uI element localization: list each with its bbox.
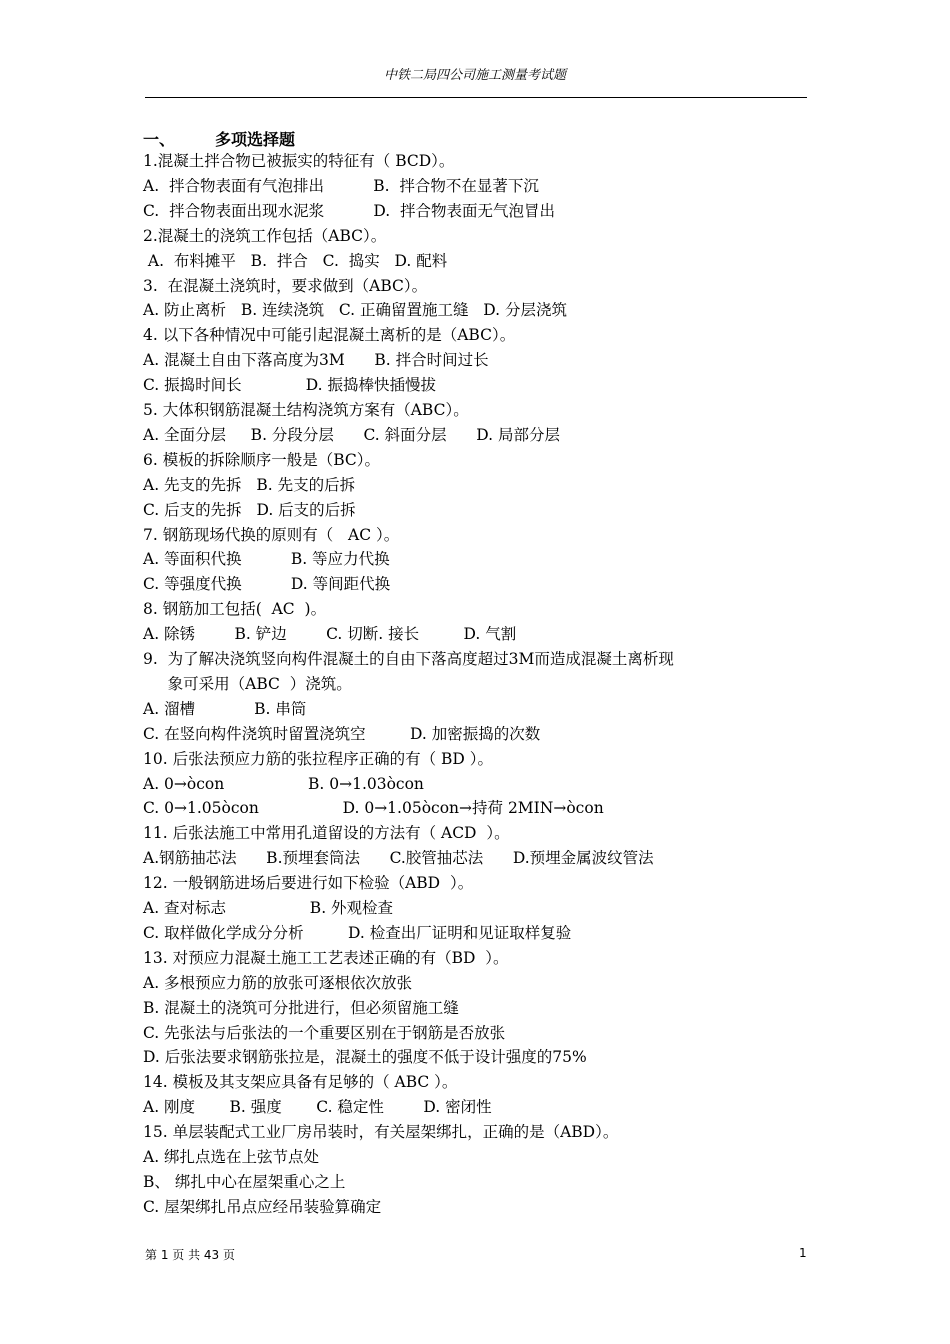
text-line: A. 除锈 B. 铲边 C. 切断. 接长 D. 气割 [143, 625, 517, 644]
text-line: 8. 钢筋加工包括( AC )。 [143, 600, 327, 619]
text-line: C. 先张法与后张法的一个重要区别在于钢筋是否放张 [143, 1023, 506, 1042]
text-line: 14. 模板及其支架应具备有足够的（ ABC ）。 [143, 1073, 458, 1092]
text-line: A. 绑扎点选在上弦节点处 [143, 1148, 320, 1166]
text-line: A. 多根预应力筋的放张可逐根依次放张 [143, 973, 413, 992]
text-line: C. 拌合物表面出现水泥浆 D. 拌合物表面无气泡冒出 [143, 201, 556, 220]
text-line: A.钢筋抽芯法 B.预埋套筒法 C.胶管抽芯法 D.预埋金属波纹管法 [143, 849, 654, 868]
text-line: 12. 一般钢筋进场后要进行如下检验（ABD ）。 [143, 874, 474, 893]
text-line: A. 等面积代换 B. 等应力代换 [143, 550, 390, 569]
text-line: 11. 后张法施工中常用孔道留设的方法有（ ACD ）。 [143, 824, 510, 843]
text-line: C. 后支的先拆 D. 后支的后拆 [143, 500, 356, 519]
text-line: A. 防止离析 B. 连续浇筑 C. 正确留置施工缝 D. 分层浇筑 [143, 301, 568, 320]
text-line: B. 混凝土的浇筑可分批进行，但必须留施工缝 [143, 998, 459, 1017]
footer-page-info: 第 1 页 共 43 页 [145, 1248, 235, 1262]
header-rule [145, 97, 807, 98]
text-line: A. 0→òcon B. 0→1.03òcon [143, 774, 424, 793]
text-line: C. 取样做化学成分分析 D. 检查出厂证明和见证取样复验 [143, 923, 572, 942]
text-line: 10. 后张法预应力筋的张拉程序正确的有（ BD ）。 [143, 749, 494, 768]
text-line: 4. 以下各种情况中可能引起混凝土离析的是（ABC）。 [143, 326, 516, 345]
text-line: A. 溜槽 B. 串筒 [143, 699, 307, 718]
text-line: C. 在竖向构件浇筑时留置浇筑空 D. 加密振捣的次数 [143, 724, 541, 743]
text-line: 1.混凝土拌合物已被振实的特征有（ BCD）。 [143, 152, 455, 170]
section-title: 多项选择题 [215, 130, 296, 149]
text-line: C. 等强度代换 D. 等间距代换 [143, 575, 391, 594]
text-line: C. 0→1.05òcon D. 0→1.05òcon→持荷 2MIN→òcon [143, 799, 604, 818]
text-line: 7. 钢筋现场代换的原则有（ AC ）。 [143, 525, 400, 544]
section-number: 一、 [143, 130, 176, 149]
text-line: D. 后张法要求钢筋张拉是，混凝土的强度不低于设计强度的75% [143, 1048, 587, 1067]
text-line: A. 刚度 B. 强度 C. 稳定性 D. 密闭性 [143, 1098, 492, 1117]
text-line: 9. 为了解决浇筑竖向构件混凝土的自由下落高度超过3M而造成混凝土离析现 [143, 650, 674, 668]
text-line: A. 布料摊平 B. 拌合 C. 捣实 D. 配料 [143, 251, 448, 270]
text-line: A. 查对标志 B. 外观检查 [143, 899, 394, 917]
text-line: 15. 单层装配式工业厂房吊装时，有关屋架绑扎，正确的是（ABD）。 [143, 1123, 619, 1142]
text-line: A. 先支的先拆 B. 先支的后拆 [143, 475, 356, 494]
text-line: 5. 大体积钢筋混凝土结构浇筑方案有（ABC）。 [143, 401, 469, 419]
text-line: 3. 在混凝土浇筑时，要求做到（ABC）。 [143, 276, 428, 295]
text-line: 6. 模板的拆除顺序一般是（BC）。 [143, 450, 381, 469]
text-line: A. 混凝土自由下落高度为3M B. 拌合时间过长 [143, 351, 489, 370]
footer-page-number: 1 [799, 1246, 807, 1260]
text-line: C. 振捣时间长 D. 振捣棒快插慢拔 [143, 376, 436, 395]
text-line: A. 全面分层 B. 分段分层 C. 斜面分层 D. 局部分层 [143, 425, 560, 444]
section-heading [143, 127, 295, 150]
text-line: B、 绑扎中心在屋架重心之上 [143, 1172, 346, 1191]
text-line: 象可采用（ABC ）浇筑。 [143, 674, 352, 693]
text-line: 2.混凝土的浇筑工作包括（ABC）。 [143, 226, 387, 245]
text-line: A. 拌合物表面有气泡排出 B. 拌合物不在显著下沉 [143, 176, 539, 195]
page-header-title: 中铁二局四公司施工测量考试题 [383, 68, 566, 83]
text-line: 13. 对预应力混凝土施工工艺表述正确的有（BD ）。 [143, 948, 509, 967]
text-line: C. 屋架绑扎吊点应经吊装验算确定 [143, 1197, 382, 1216]
